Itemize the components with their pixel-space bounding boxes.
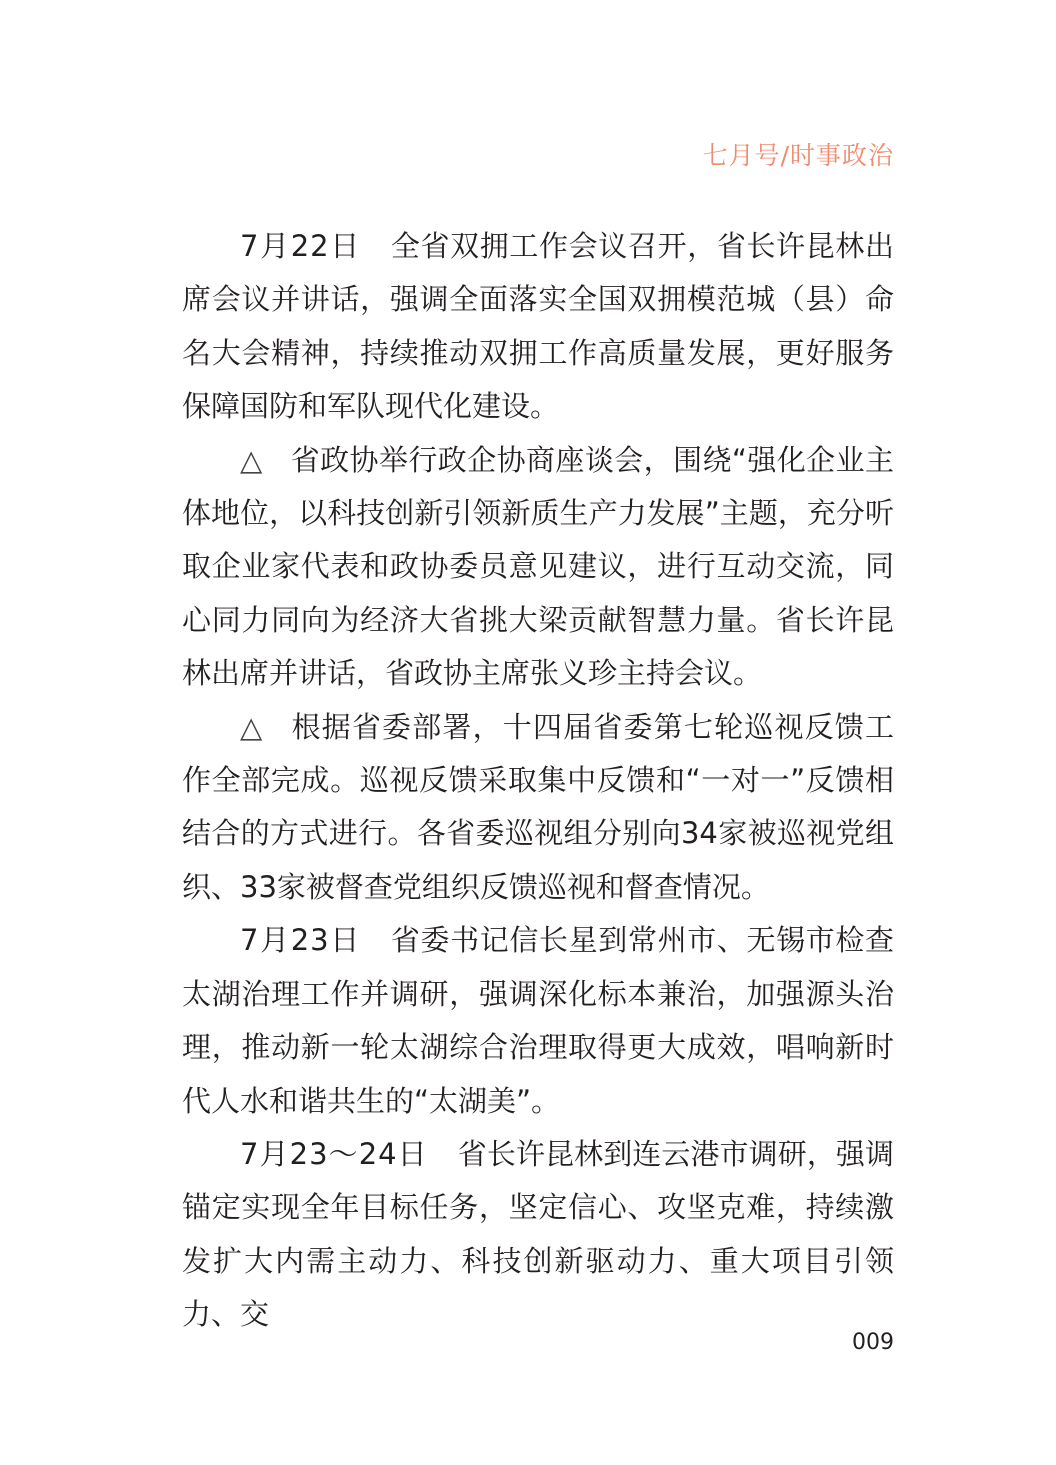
entry-date: 7月22日 <box>240 229 361 263</box>
triangle-marker: △ <box>240 709 264 744</box>
news-entry <box>182 701 894 915</box>
entry-date: 7月23日 <box>240 923 361 958</box>
news-entry <box>182 434 894 701</box>
section-header: 七月号/时事政治 <box>702 141 894 170</box>
entry-text: 根据省委部署，十四届省委第七轮巡视反馈工作全部完成。巡视反馈采取集中反馈和“一对一”反馈相结合的方式进行。各省委巡视组分别向34家被巡视党组织、33家被督查党组织反馈巡视和督查情况。 <box>182 709 894 904</box>
entry-date: 7月23～24日 <box>240 1136 428 1171</box>
entry-text: 省委书记信长星到常州市、无锡市检查太湖治理工作并调研，强调深化标本兼治，加强源头治理，推动新一轮太湖综合治理取得更大成效，唱响新时代人水和谐共生的“太湖美”。 <box>182 923 894 1118</box>
entry-text: 全省双拥工作会议召开，省长许昆林出席会议并讲话，强调全面落实全国双拥模范城（县）命名大会精神，持续推动双拥工作高质量发展，更好服务保障国防和军队现代化建设。 <box>182 229 894 424</box>
entry-text: 省长许昆林到连云港市调研，强调锚定实现全年目标任务，坚定信心、攻坚克难，持续激发扩大内需主动力、科技创新驱动力、重大项目引领力、交 <box>182 1136 894 1332</box>
news-entry <box>182 220 894 434</box>
entry-text: 省政协举行政企协商座谈会，围绕“强化企业主体地位，以科技创新引领新质生产力发展”主题，充分听取企业家代表和政协委员意见建议，进行互动交流，同心同力同向为经济大省挑大梁贡献智慧力量。省长许昆林出席并讲话，省政协主席张义珍主持会议。 <box>182 442 894 691</box>
triangle-marker: △ <box>240 442 263 477</box>
article-body <box>182 220 894 1342</box>
page-number: 009 <box>852 1330 894 1355</box>
news-entry <box>182 1128 894 1342</box>
news-entry <box>182 914 894 1128</box>
